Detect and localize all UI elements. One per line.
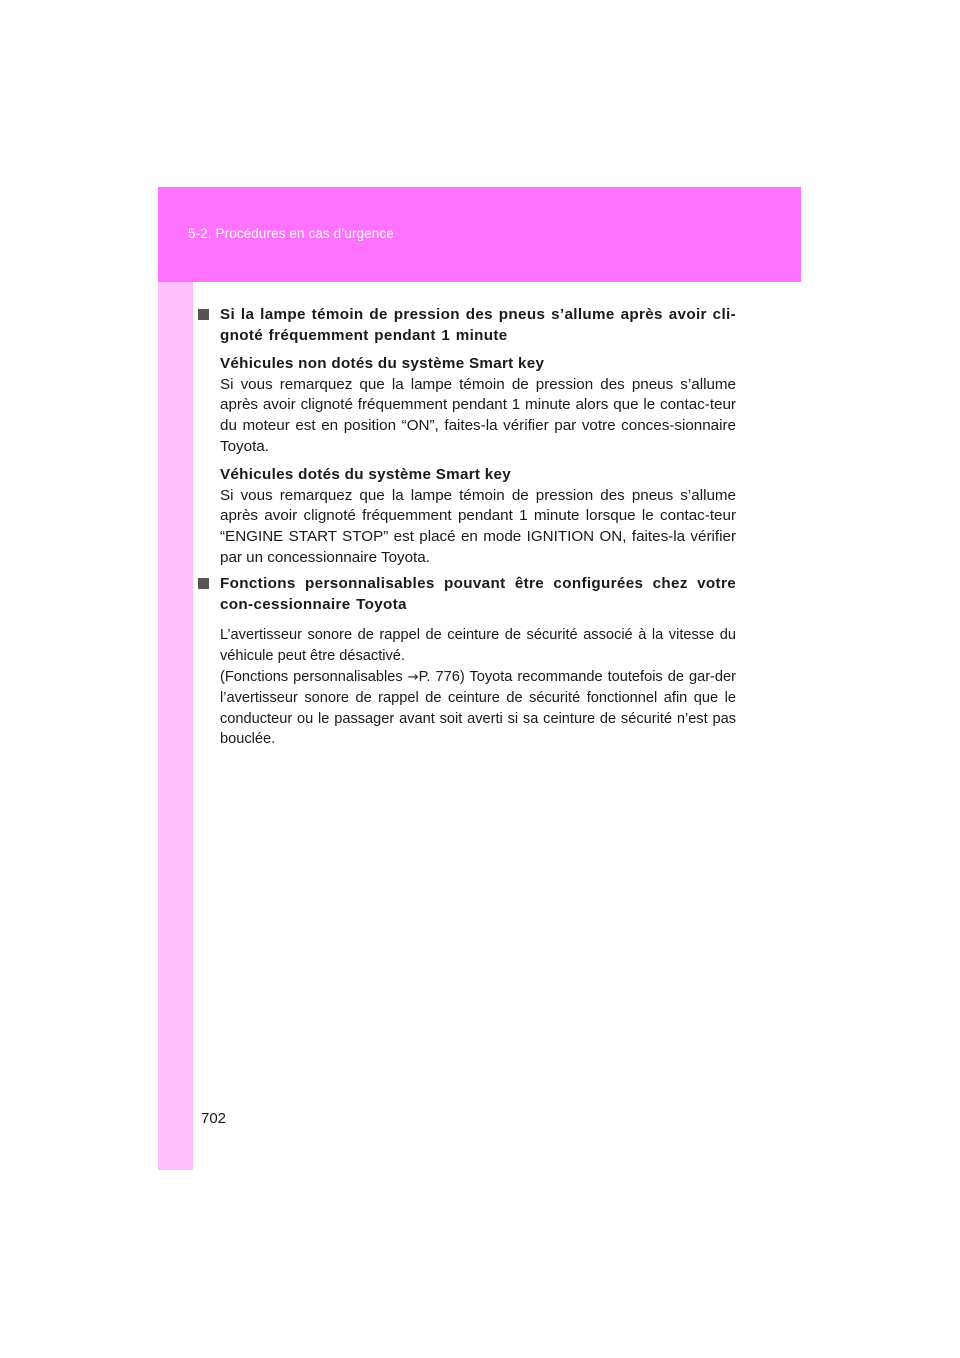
- paragraph-with-reference: [220, 667, 736, 750]
- section-customizable-functions: [198, 574, 736, 750]
- sub-heading: Véhicules dotés du système Smart key: [220, 466, 512, 484]
- section-title: Si la lampe témoin de pression des pneus s’allume après avoir cli-gnoté fréquemment pendant 1 minute: [220, 306, 736, 344]
- side-margin-band: [158, 282, 193, 1170]
- square-bullet-icon: [198, 578, 209, 589]
- customization-text-block: [220, 625, 736, 750]
- paragraph: Si vous remarquez que la lampe témoin de pression des pneus s’allume après avoir clignoté fréquemment pendant 1 minute lorsque le contac-teur “ENGINE START STOP” est placé en mode IGNITION ON, faites-la vérifier par un concessionnaire Toyota.: [220, 486, 736, 566]
- chapter-header-band: [158, 187, 801, 282]
- page-number: 702: [201, 1110, 227, 1127]
- sub-block-without-smart-key: [220, 354, 736, 457]
- paragraph: L’avertisseur sonore de rappel de ceinture de sécurité associé à la vitesse du véhicule peut être désactivé.: [220, 627, 736, 664]
- page-content: [198, 305, 736, 750]
- sub-block-with-smart-key: [220, 465, 736, 568]
- reference-text-before: (Fonctions personnalisables: [220, 668, 408, 685]
- section-title: Fonctions personnalisables pouvant être configurées chez votre con-cessionnaire Toyota: [220, 575, 736, 613]
- paragraph: Si vous remarquez que la lampe témoin de pression des pneus s’allume après avoir clignoté fréquemment pendant 1 minute alors que le contac-teur du moteur est en position “ON”, faites-la vérifier par votre conces-sionnaire Toyota.: [220, 375, 736, 455]
- right-arrow-icon: →: [407, 669, 419, 685]
- section-tire-pressure-warning: [198, 305, 736, 568]
- chapter-header-title: 5-2. Procédures en cas d’urgence: [188, 226, 394, 241]
- page-reference-text: P. 776) Toyota recommande toutefois de gar-der l’avertisseur sonore de rappel de ceinture de sécurité fonctionnel afin que le conducteur ou le passager avant soit averti si sa ceinture de sécurité n’est pas bouclée.: [220, 668, 737, 748]
- square-bullet-icon: [198, 309, 209, 320]
- sub-heading: Véhicules non dotés du système Smart key: [220, 355, 545, 373]
